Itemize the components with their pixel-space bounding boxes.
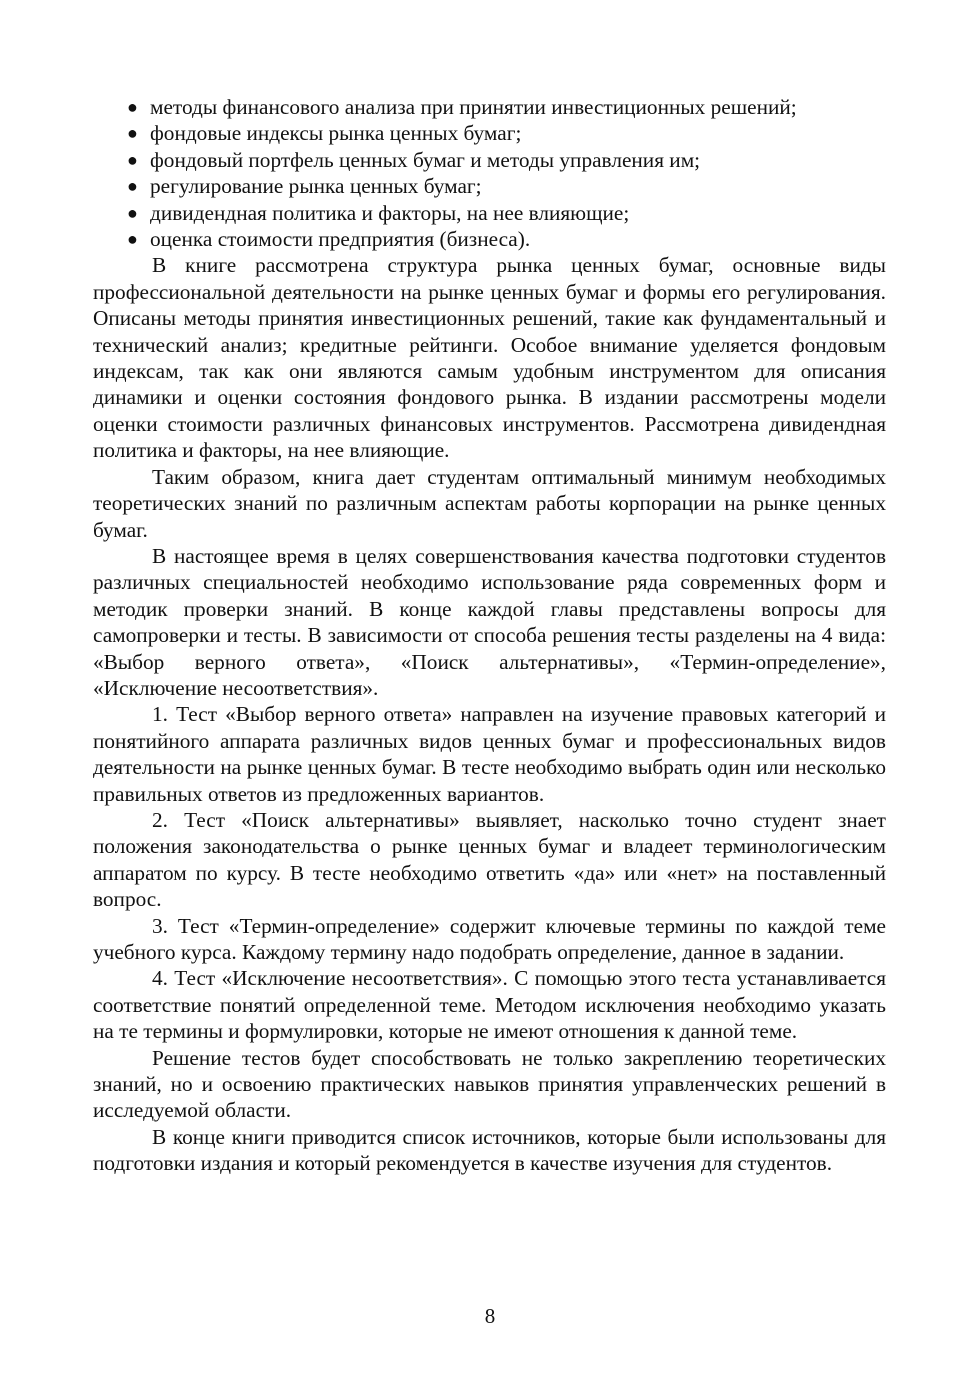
paragraph-test-2: 2. Тест «Поиск альтернативы» выявляет, насколько точно студент знает положения законодательства о рынке ценных бумаг и владеет терминологическим аппаратом по курсу. В тесте необходимо ответить «да» или «нет» на поставленный вопрос. [93, 807, 886, 912]
page-body [93, 94, 886, 1177]
paragraph-summary: Таким образом, книга дает студентам оптимальный минимум необходимых теоретических знаний по различным аспектам работы корпорации на рынке ценных бумаг. [93, 464, 886, 542]
paragraph-test-3: 3. Тест «Термин-определение» содержит ключевые термины по каждой теме учебного курса. Каждому термину надо подобрать определение, данное в задании. [93, 913, 886, 964]
list-item [93, 147, 886, 173]
bullet-icon: ● [127, 97, 138, 117]
paragraph-test-1: 1. Тест «Выбор верного ответа» направлен на изучение правовых категорий и понятийного аппарата различных видов ценных бумаг и профессиональных видов деятельности на рынке ценных бумаг. В тесте необходимо выбрать один или несколько правильных ответов из предложенных вариантов. [93, 702, 886, 806]
list-item-text: оценка стоимости предприятия (бизнеса). [150, 227, 531, 252]
list-item [93, 94, 886, 120]
bullet-icon: ● [127, 149, 138, 170]
paragraph-sources: В конце книги приводится список источников, которые были использованы для подготовки издания и который рекомендуется в качестве изучения для студентов. [93, 1124, 886, 1176]
page-number: 8 [484, 1304, 496, 1328]
paragraph-book-overview: В книге рассмотрена структура рынка ценных бумаг, основные виды профессиональной деятельности на рынке ценных бумаг и формы его регулирования. Описаны методы принятия инвестиционных решений, такие как фундаментальный и технический анализ; кредитные рейтинги. Особое внимание уделяется фондовым индексам, так как они являются самым удобным инструментом для описания динамики и оценки состояния фондового рынка. В издании рассмотрены модели оценки стоимости различных финансовых инструментов. Рассмотрена дивидендная политика и факторы, на нее влияющие. [93, 253, 886, 463]
bullet-icon: ● [127, 229, 138, 250]
paragraph-tests-benefit: Решение тестов будет способствовать не только закреплению теоретических знаний, но и освоению практических навыков принятия управленческих решений в исследуемой области. [93, 1045, 886, 1123]
list-item-text: фондовые индексы рынка ценных бумаг; [150, 121, 522, 146]
bullet-icon: ● [127, 123, 138, 144]
paragraph-test-4: 4. Тест «Исключение несоответствия». С помощью этого теста устанавливается соответствие понятий определенной теме. Методом исключения необходимо указать на те термины и формулировки, которые не имеют отношения к данной теме. [93, 966, 886, 1044]
list-item [93, 226, 886, 252]
list-item-text: методы финансового анализа при принятии инвестиционных решений; [150, 95, 797, 119]
list-item [93, 200, 886, 226]
list-item-text: регулирование рынка ценных бумаг; [150, 174, 482, 199]
topics-bullet-list [93, 94, 886, 252]
list-item [93, 173, 886, 199]
list-item-text: фондовый портфель ценных бумаг и методы управления им; [150, 147, 701, 172]
list-item-text: дивидендная политика и факторы, на нее влияющие; [150, 200, 630, 225]
paragraph-test-types: В настоящее время в целях совершенствования качества подготовки студентов различных специальностей необходимо использование ряда современных форм и методик проверки знаний. В конце каждой главы представлены вопросы для самопроверки и тесты. В зависимости от способа решения тесты разделены на 4 вида: «Выбор верного ответа», «Поиск альтернативы», «Термин-определение», «Исключение несоответствия». [93, 543, 886, 700]
list-item [93, 120, 886, 146]
bullet-icon: ● [127, 176, 138, 197]
bullet-icon: ● [127, 202, 138, 223]
